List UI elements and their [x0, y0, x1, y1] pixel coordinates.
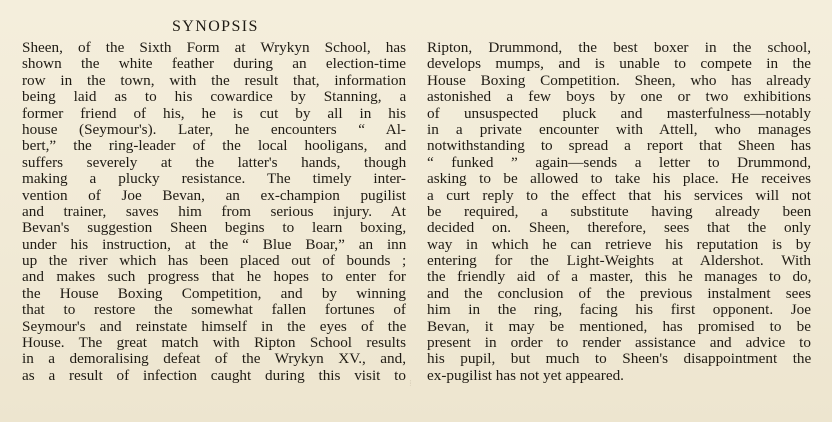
left-line: that to restore the somewhat fallen fortunes of — [22, 301, 406, 319]
left-line: up the river which has been placed out of bounds ; — [22, 252, 407, 270]
left-column — [22, 40, 406, 384]
right-line: Bevan, it may be mentioned, has promised to be — [427, 317, 811, 335]
left-line: as a result of infection caught during this visit to — [22, 366, 406, 384]
left-line: Sheen, of the Sixth Form at Wrykyn School, has — [22, 39, 406, 56]
left-line: being laid as to his cowardice by Stanning, a — [22, 88, 407, 106]
right-line: astonished a few boys by one or two exhibitions — [427, 88, 811, 106]
right-line: “ funked ” again—sends a letter to Drummond, — [427, 153, 811, 171]
right-line: ex-pugilist has not yet appeared. — [427, 366, 624, 384]
right-line: way in which he can retrieve his reputation is by — [427, 235, 811, 253]
left-line: bert,” the ring-leader of the local hooligans, and — [22, 137, 407, 155]
left-line: House. The great match with Ripton School results — [22, 334, 406, 352]
left-line: the House Boxing Competition, and by winning — [22, 284, 406, 302]
left-line: suffers severely at the latter's hands, though — [22, 153, 407, 171]
right-line: him in the ring, facing his first opponent. Joe — [427, 301, 811, 319]
right-line: notwithstanding to spread a report that Sheen has — [427, 137, 812, 155]
left-line: former friend of his, he is cut by all in his — [22, 104, 406, 122]
right-column — [427, 40, 811, 384]
right-line: the friendly aid of a master, this he manages to do, — [427, 268, 812, 286]
right-line: of unsuspected pluck and masterfulness—notably — [427, 104, 811, 122]
synopsis-title: SYNOPSIS — [172, 18, 259, 35]
right-line: in a private encounter with Attell, who manages — [427, 120, 812, 138]
left-line: house (Seymour's). Later, he encounters “ Al- — [22, 120, 406, 138]
right-line: his pupil, but much to Sheen's disappointment the — [427, 350, 812, 368]
left-line: making a plucky resistance. The timely inter- — [22, 170, 406, 188]
right-line: and the conclusion of the previous instalment sees — [427, 284, 811, 302]
left-line: Bevan's suggestion Sheen begins to learn boxing, — [22, 219, 407, 237]
right-line: House Boxing Competition. Sheen, who has already — [427, 71, 811, 89]
left-line: vention of Joe Bevan, an ex-champion pugilist — [22, 186, 407, 204]
right-line: be required, a substitute having already been — [427, 202, 812, 220]
right-line: Ripton, Drummond, the best boxer in the school, — [427, 39, 811, 56]
left-line: in a demoralising defeat of the Wrykyn XV., and, — [22, 350, 406, 368]
right-line: decided on. Sheen, therefore, sees that the only — [427, 219, 811, 237]
right-line: entering for the Light-Weights at Aldershot. With — [427, 252, 811, 270]
gutter-smudge: ···· — [408, 379, 414, 386]
left-line: and makes such progress that he hopes to enter for — [22, 268, 406, 286]
right-line: develops mumps, and is unable to compete in the — [427, 55, 812, 73]
left-line: row in the town, with the result that, information — [22, 71, 407, 89]
left-line: under his instruction, at the “ Blue Boar,” an inn — [22, 235, 407, 253]
left-line: and trainer, saves him from serious injury. At — [22, 202, 406, 220]
left-line: shown the white feather during an election-time — [22, 55, 406, 73]
left-line: Seymour's and reinstate himself in the eyes of the — [22, 317, 407, 335]
right-line: a curt reply to the effect that his services will not — [427, 186, 811, 204]
right-line: present in order to render assistance and advice to — [427, 334, 811, 352]
right-line: asking to be allowed to take his place. He receives — [427, 170, 811, 188]
